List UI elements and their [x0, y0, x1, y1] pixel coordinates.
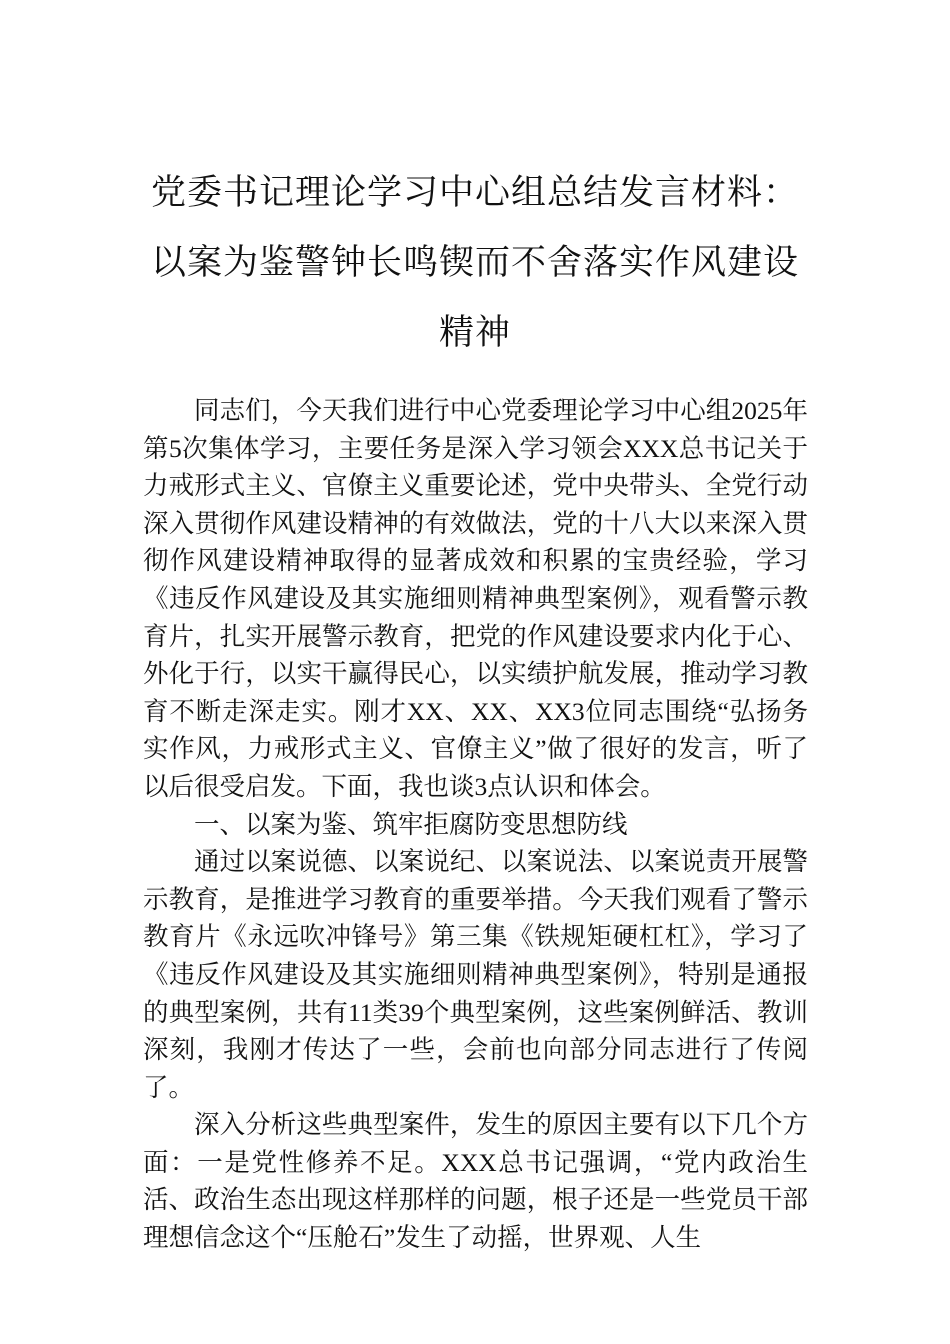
document-body — [143, 392, 808, 1257]
title-line-3: 精神 — [438, 313, 511, 353]
intro-paragraph: 同志们，今天我们进行中心党委理论学习中心组2025年第5次集体学习，主要任务是深入学习领会XXX总书记关于力戒形式主义、官僚主义重要论述，党中央带头、全党行动深入贯彻作风建设精神的有效做法，党的十八大以来深入贯彻作风建设精神取得的显著成效和积累的宝贵经验，学习《违反作风建设及其实施细则精神典型案例》，观看警示教育片，扎实开展警示教育，把党的作风建设要求内化于心、外化于行，以实干赢得民心，以实绩护航发展，推动学习教育不断走深走实。刚才XX、XX、XX3位同志围绕“弘扬务实作风，力戒形式主义、官僚主义”做了很好的发言，听了以后很受启发。下面，我也谈3点认识和体会。 — [143, 396, 808, 801]
document-title — [140, 158, 810, 368]
section-1-paragraph-2: 深入分析这些典型案件，发生的原因主要有以下几个方面：一是党性修养不足。XXX总书记强调，“党内政治生活、政治生态出现这样那样的问题，根子还是一些党员干部理想信念这个“压舱石”发生了动摇，世界观、人生 — [143, 1110, 808, 1253]
section-1-paragraph-1: 通过以案说德、以案说纪、以案说法、以案说责开展警示教育，是推进学习教育的重要举措。今天我们观看了警示教育片《永远吹冲锋号》第三集《铁规矩硬杠杠》，学习了《违反作风建设及其实施细则精神典型案例》，特别是通报的典型案例，共有11类39个典型案例，这些案例鲜活、教训深刻，我刚才传达了一些，会前也向部分同志进行了传阅了。 — [143, 847, 808, 1102]
title-line-2: 以案为鉴警钟长鸣锲而不舍落实作风建设 — [150, 243, 799, 283]
section-heading-1: 一、以案为鉴、筑牢拒腐防变思想防线 — [194, 809, 628, 839]
title-line-1: 党委书记理论学习中心组总结发言材料： — [150, 173, 799, 213]
